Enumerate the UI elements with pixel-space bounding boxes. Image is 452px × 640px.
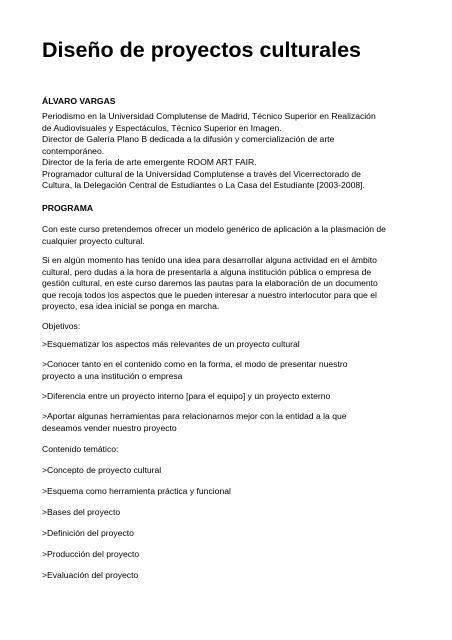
programa-intro	[42, 224, 386, 247]
bio-line: contemporáneo.	[42, 145, 105, 156]
contenido-item: >Esquema como herramienta práctica y funcional	[42, 486, 231, 496]
bio-line: Director de Galería Plano B dedicada a la difusión y comercialización de arte	[42, 134, 335, 144]
objetivo-line: proyecto a una institución o empresa	[42, 370, 183, 381]
document-title: Diseño de proyectos culturales	[42, 38, 362, 62]
intro-line: Con este curso pretendemos ofrecer un modelo genérico de aplicación a la plasmación de	[42, 224, 386, 234]
objetivo-item	[42, 359, 348, 382]
objetivo-line: >Conocer tanto en el contenido como en la forma, el modo de presentar nuestro	[42, 359, 348, 369]
paragraph-line: proyecto, esa idea inicial se ponga en marcha.	[42, 301, 220, 311]
contenido-item: >Evaluación del proyecto	[42, 570, 139, 580]
bio-line: Cultura, la Delegación Central de Estudiantes o La Casa del Estudiante [2003-2008].	[42, 180, 365, 190]
author-bio	[42, 111, 376, 192]
paragraph-line: gestión cultural, en este curso daremos las pautas para la elaboración de un documento	[42, 278, 378, 288]
programa-paragraph	[42, 255, 378, 313]
contenido-item: >Bases del proyecto	[42, 507, 121, 517]
paragraph-line: que recoja todos los aspectos que le pueden interesar a nuestro interlocutor para que el	[42, 289, 377, 300]
objetivo-item	[42, 411, 347, 434]
objetivo-item	[42, 339, 300, 351]
contenido-item: >Producción del proyecto	[42, 549, 140, 559]
paragraph-line: Si en algún momento has tenido una idea para desarrollar alguna actividad en el ámbito	[42, 255, 377, 265]
bio-line: de Audiovisuales y Espectáculos, Técnico Superior en Imagen.	[42, 122, 282, 133]
objetivo-line: >Aportar algunas herramientas para relacionarnos mejor con la entidad a la que	[42, 411, 347, 421]
contenido-item: >Definición del proyecto	[42, 528, 134, 538]
paragraph-line: cultural, pero dudas a la hora de presentarla a alguna institución pública o empresa de	[42, 266, 372, 277]
objetivos-label: Objetivos:	[42, 321, 81, 331]
contenido-label: Contenido temático:	[42, 444, 119, 454]
objetivo-line: >Diferencia entre un proyecto interno [para el equipo] y un proyecto externo	[42, 391, 331, 401]
bio-line: Director de la feria de arte emergente ROOM ART FAIR.	[42, 157, 257, 167]
objetivo-item	[42, 391, 330, 403]
programa-heading: PROGRAMA	[42, 203, 94, 213]
objetivo-line: deseamos vender nuestro proyecto	[42, 422, 177, 433]
bio-line: Programador cultural de la Universidad Complutense a través del Vicerrectorado de	[42, 168, 361, 179]
intro-line: cualquier proyecto cultural.	[42, 235, 145, 246]
bio-line: Periodismo en la Universidad Complutense de Madrid, Técnico Superior en Realización	[42, 111, 376, 121]
author-heading: ÁLVARO VARGAS	[42, 96, 116, 106]
contenido-item: >Concepto de proyecto cultural	[42, 465, 162, 475]
objetivo-line: >Esquematizar los aspectos más relevantes de un proyecto cultural	[42, 339, 300, 349]
